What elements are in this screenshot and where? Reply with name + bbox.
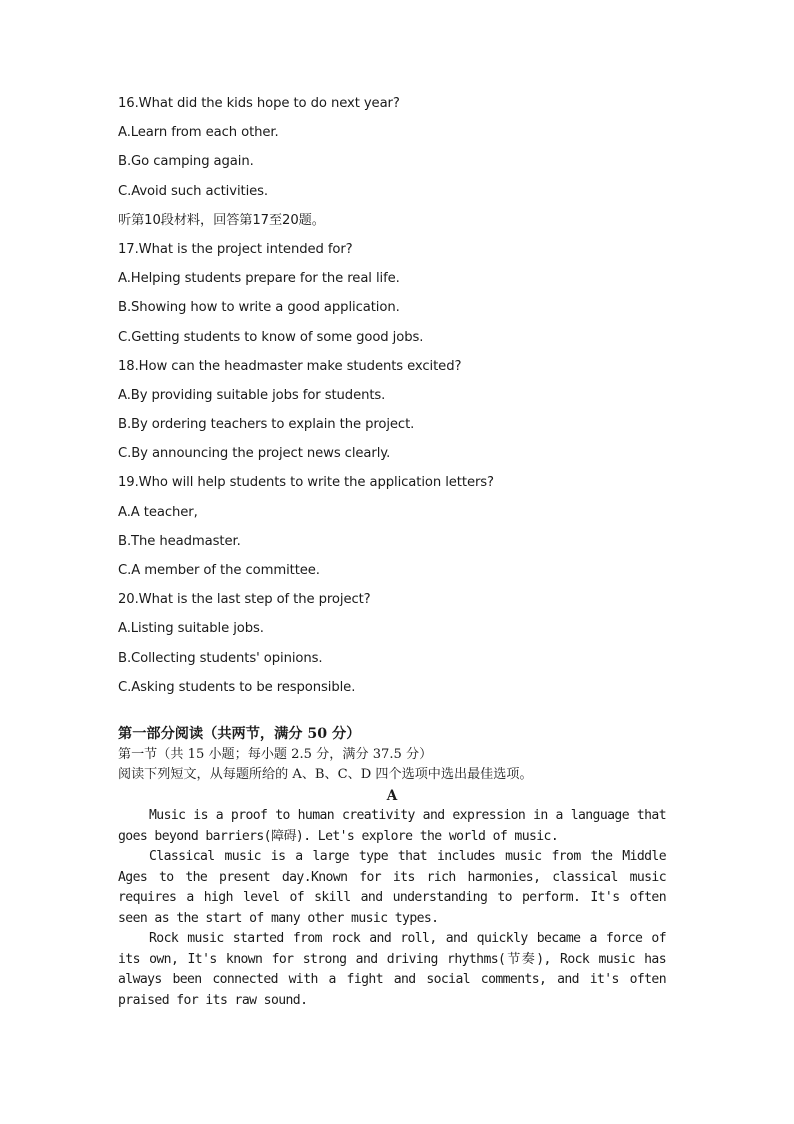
option-18a: A.By providing suitable jobs for students. — [118, 387, 386, 403]
part-title: 第一部分阅读（共两节，满分 50 分） — [118, 726, 361, 742]
option-17b: B.Showing how to write a good application. — [118, 300, 400, 316]
passage-paragraph: Music is a proof to human creativity and expression in a language that goes beyond barriers(障碍). Let's explore the world of music. — [118, 808, 666, 844]
option-18c: C.By announcing the project news clearly. — [118, 446, 391, 462]
question-19: 19.Who will help students to write the application letters? — [118, 475, 494, 491]
listening-section — [118, 93, 678, 706]
question-18: 18.How can the headmaster make students excited? — [118, 358, 462, 374]
reading-instruction: 阅读下列短文，从每题所给的 A、B、C、D 四个选项中选出最佳选项。 — [118, 767, 533, 782]
option-19b: B.The headmaster. — [118, 533, 241, 549]
passage-label: A — [386, 787, 398, 804]
option-20b: B.Collecting students' opinions. — [118, 650, 323, 666]
option-19c: C.A member of the committee. — [118, 563, 320, 578]
material-instruction: 听第10段材料，回答第17至20题。 — [118, 212, 325, 228]
option-17a: A.Helping students prepare for the real life. — [118, 271, 400, 287]
section-title: 第一节（共 15 小题；每小题 2.5 分，满分 37.5 分） — [118, 746, 433, 762]
question-20: 20.What is the last step of the project? — [118, 592, 371, 608]
option-16c: C.Avoid such activities. — [118, 183, 269, 199]
option-20a: A.Listing suitable jobs. — [118, 621, 264, 637]
reading-section — [118, 724, 666, 1011]
passage-paragraph: Classical music is a large type that includes music from the Middle Ages to the present day.Known for its rich harmonies, classical music requires a high level of skill and understanding to perform. It's often seen as the start of many other music types. — [118, 849, 666, 926]
option-16a: A.Learn from each other. — [118, 125, 279, 141]
option-16b: B.Go camping again. — [118, 154, 254, 170]
option-17c: C.Getting students to know of some good jobs. — [118, 329, 424, 345]
question-16: 16.What did the kids hope to do next year? — [118, 96, 400, 111]
question-17: 17.What is the project intended for? — [118, 241, 353, 257]
option-18b: B.By ordering teachers to explain the project. — [118, 417, 415, 433]
option-19a: A.A teacher, — [118, 504, 198, 520]
option-20c: C.Asking students to be responsible. — [118, 679, 356, 695]
passage-paragraph: Rock music started from rock and roll, and quickly became a force of its own, It's known for strong and driving rhythms(节奏), Rock music has always been connected with a fight and social comments, and it's often praised for its raw sound. — [118, 931, 666, 1008]
